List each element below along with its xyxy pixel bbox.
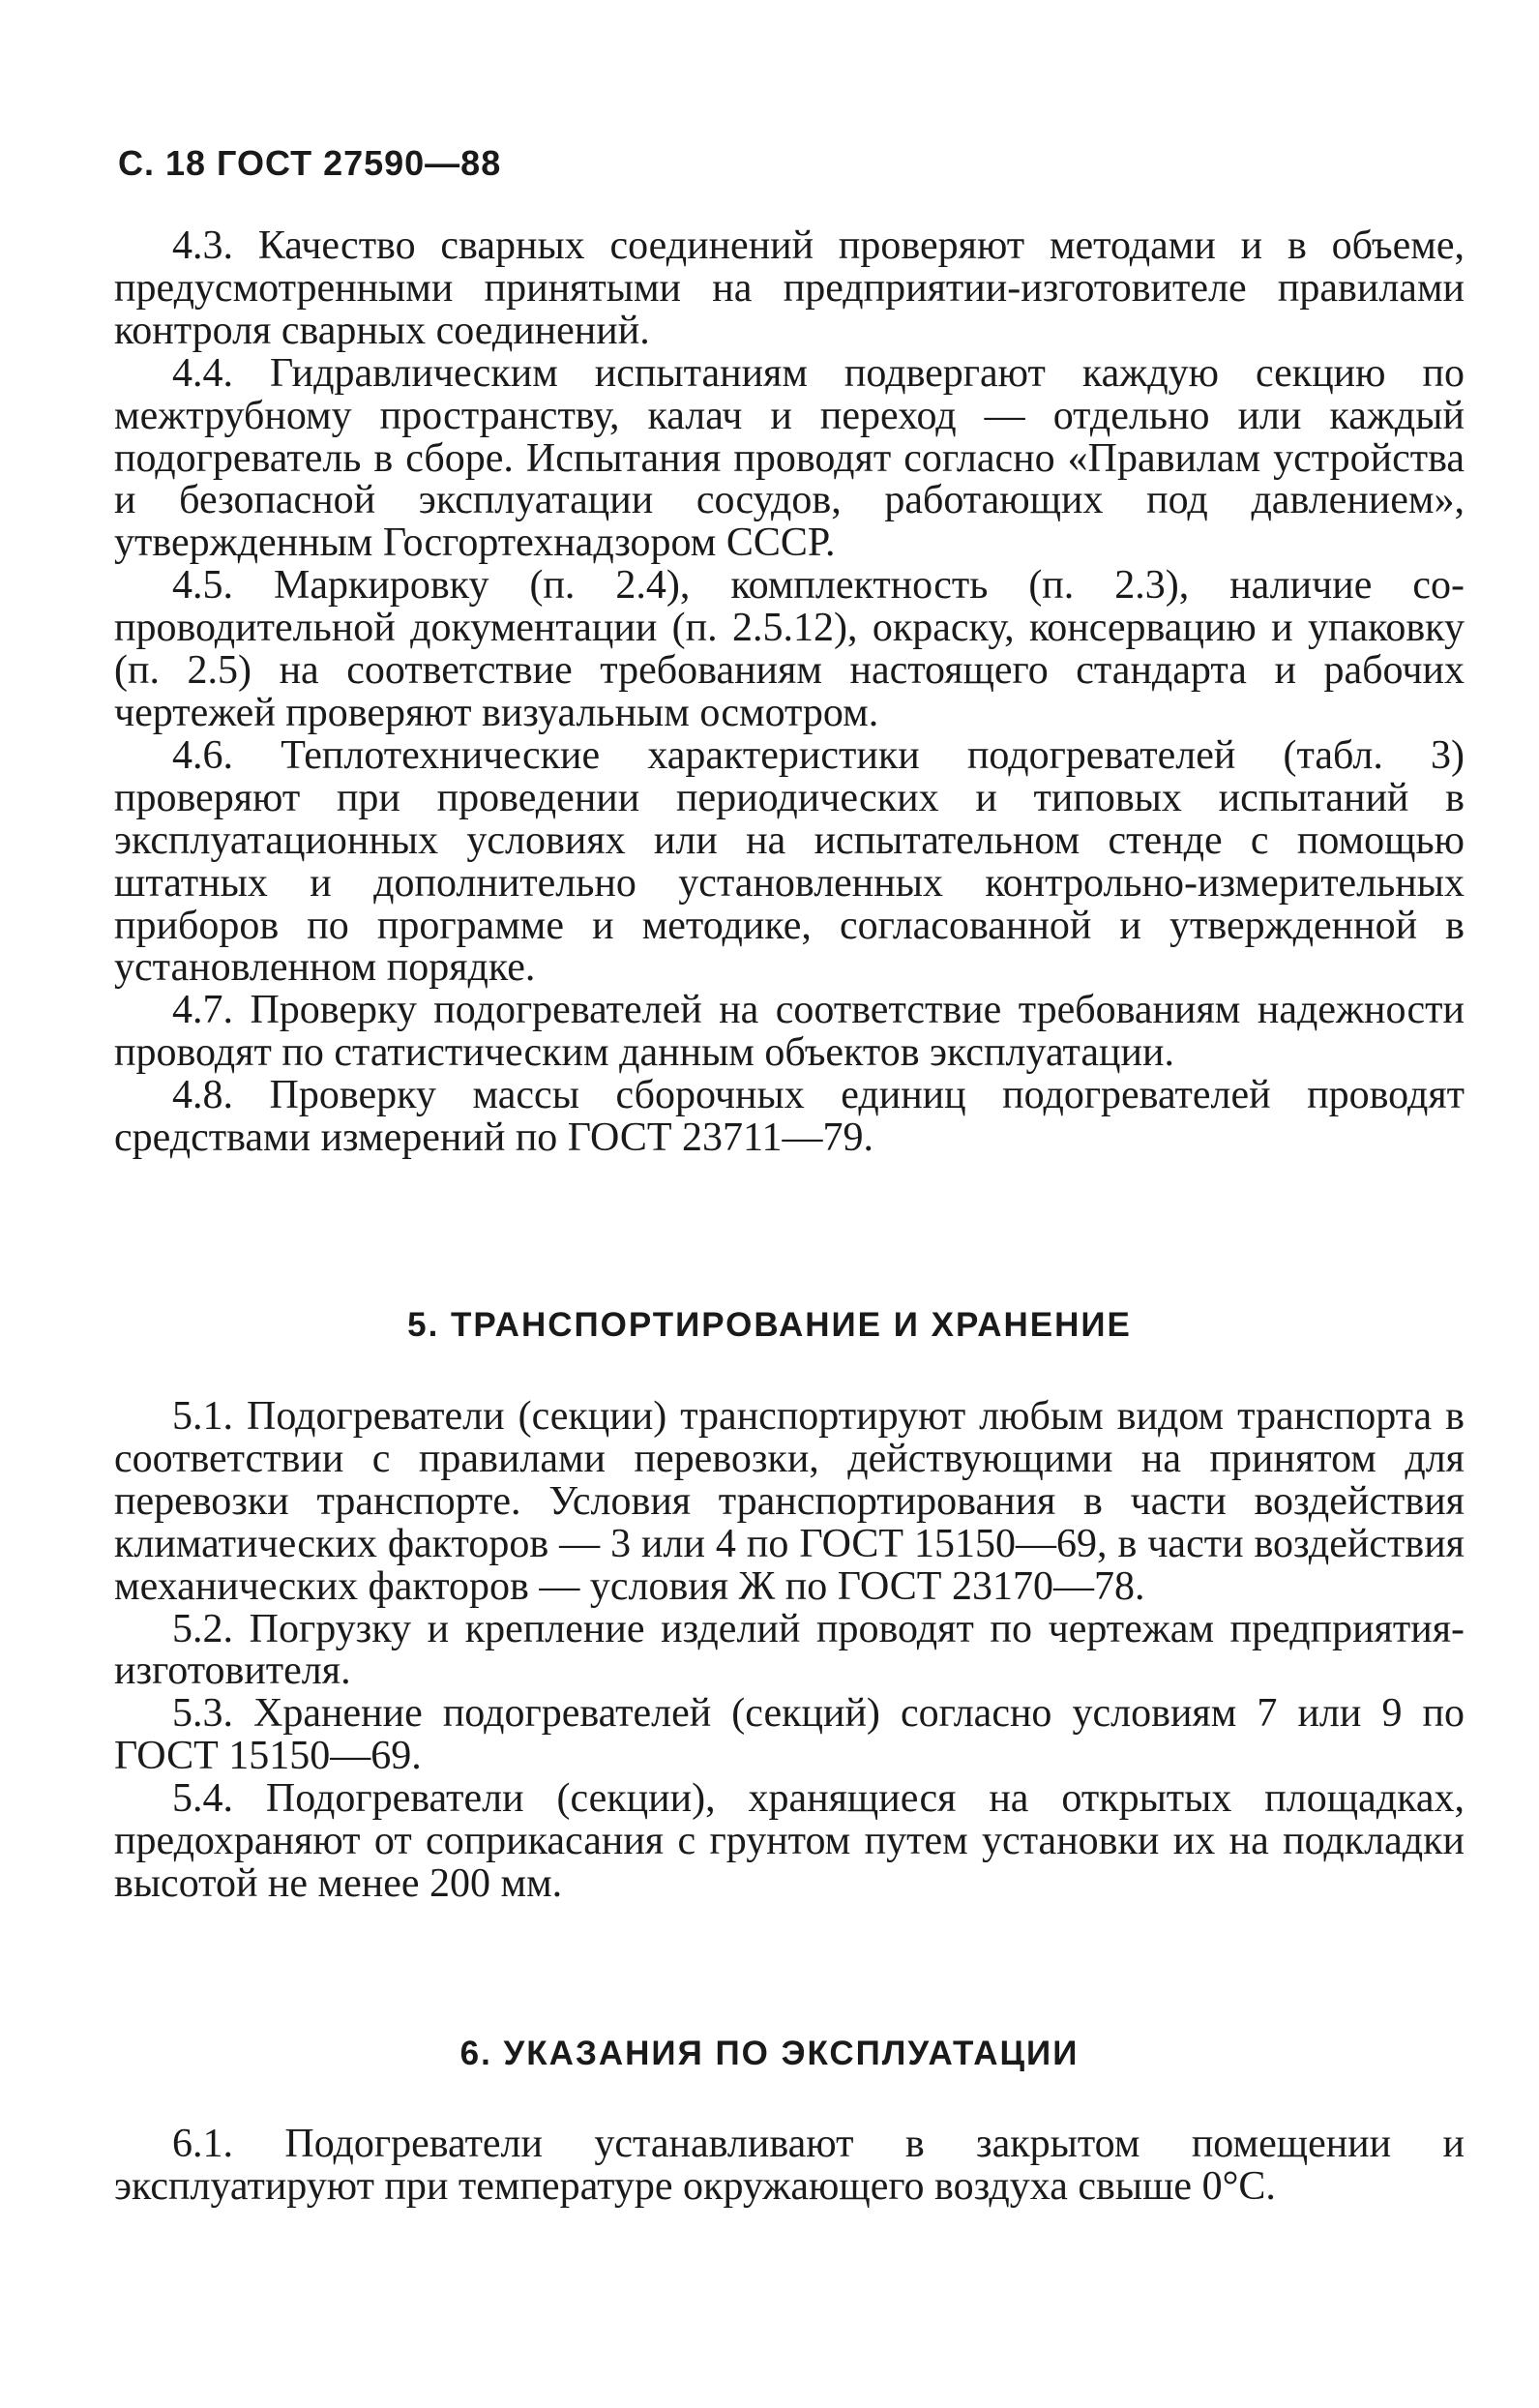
section-5-body	[114, 1396, 1465, 1906]
paragraph-4-5: 4.5. Маркировку (п. 2.4), комплектность (п. 2.3), наличие сопроводительной документации (п. 2.5.12), окраску, консервацию и упаковку (п. 2.5) на соответствие требованиям настоящего стандарта и рабочих чертежей проверяют визуальным осмотром.	[114, 563, 1465, 735]
paragraph-5-1: 5.1. Подогреватели (секции) транспортируют любым видом транспорта в соответствии с правилами перевозки, действующими на принятом для перевозки транспорте. Условия транспортирования в части воздействия климатических факторов — 3 или 4 по ГОСТ 15150—69, в части воздействия механических факторов — условия Ж по ГОСТ 23170—78.	[114, 1394, 1465, 1609]
section-6-body	[114, 2124, 1465, 2209]
paragraph-4-7: 4.7. Проверку подогревателей на соответствие требованиям надежности проводят по статистическим данным объектов эксплуатации.	[114, 988, 1465, 1076]
paragraph-5-4: 5.4. Подогреватели (секции), хранящиеся на открытых площадках, предохраняют от соприкасания с грунтом путем установки их на подкладки высотой не менее 200 мм.	[114, 1776, 1465, 1906]
paragraph-6-1: 6.1. Подогреватели устанавливают в закрытом помещении и эксплуатируют при температуре окружающего воздуха свыше 0°С.	[114, 2122, 1465, 2209]
paragraph-5-2: 5.2. Погрузку и крепление изделий проводят по чертежам предприятия-изготовителя.	[114, 1606, 1465, 1694]
section-6-title: 6. УКАЗАНИЯ ПО ЭКСПЛУАТАЦИИ	[459, 2035, 1080, 2072]
paragraph-5-3: 5.3. Хранение подогревателей (секций) согласно условиям 7 или 9 по ГОСТ 15150—69.	[114, 1691, 1465, 1779]
running-head: С. 18 ГОСТ 27590—88	[118, 143, 502, 183]
paragraph-4-8: 4.8. Проверку массы сборочных единиц подогревателей проводят средствами измерений по ГОСТ 23711—79.	[114, 1073, 1465, 1161]
paragraph-4-6: 4.6. Теплотехнические характеристики подогревателей (табл. 3) проверяют при проведении периодических и типовых испытаний в эксплуатационных условиях или на испытательном стенде с помощью штатных и дополнительно установленных контрольно-измерительных приборов по программе и методике, согласованной и утвержденной в установленном порядке.	[114, 732, 1465, 991]
section-4-body	[114, 225, 1465, 1160]
paragraph-4-3: 4.3. Качество сварных соединений проверяют методами и в объеме, предусмотренными принятыми на предприятии-изготовителе правилами контроля сварных соединений.	[114, 223, 1465, 353]
paragraph-4-4: 4.4. Гидравлическим испытаниям подвергают каждую секцию по межтрубному пространству, калач и переход — отдельно или каждый подогреватель в сборе. Испытания проводят согласно «Правилам устройства и безопасной эксплуатации сосудов, работающих под давлением», утвержденным Госгортехнадзором СССР.	[114, 350, 1465, 566]
section-5-title: 5. ТРАНСПОРТИРОВАНИЕ И ХРАНЕНИЕ	[407, 1306, 1132, 1344]
